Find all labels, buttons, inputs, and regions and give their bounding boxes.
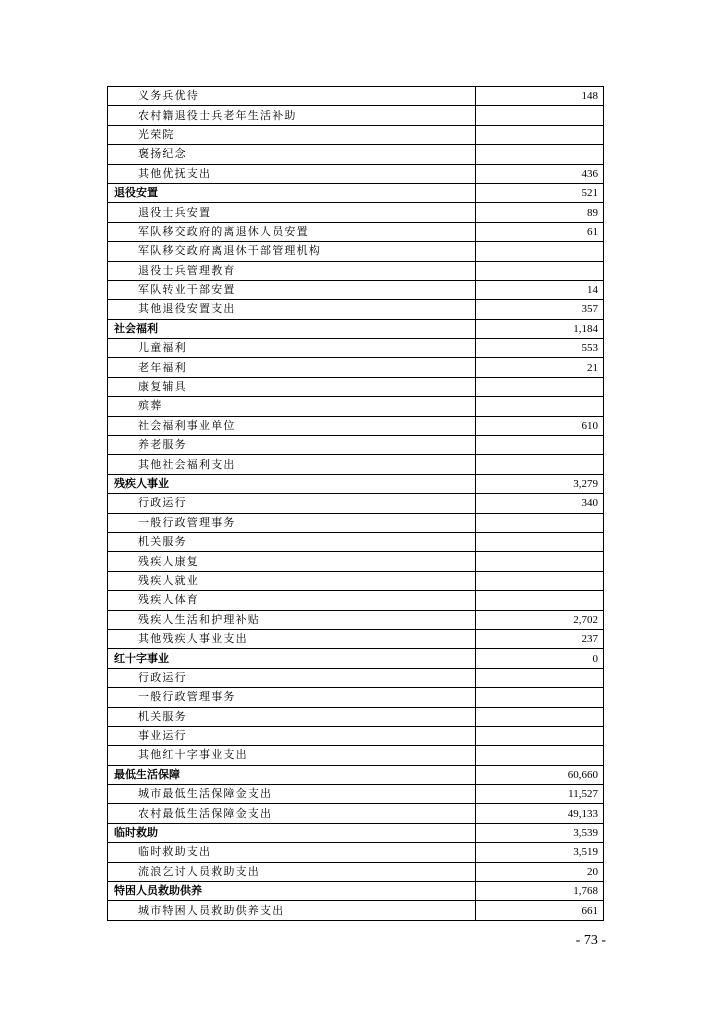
table-row bbox=[108, 668, 604, 687]
item-name-cell: 残疾人就业 bbox=[108, 571, 476, 590]
category-row bbox=[108, 474, 604, 493]
item-name-cell: 其他红十字事业支出 bbox=[108, 746, 476, 765]
budget-table bbox=[107, 86, 604, 921]
table-row bbox=[108, 339, 604, 358]
table-row bbox=[108, 145, 604, 164]
category-row bbox=[108, 319, 604, 338]
item-name-cell: 残疾人生活和护理补贴 bbox=[108, 610, 476, 629]
item-name-cell: 老年福利 bbox=[108, 358, 476, 377]
item-value-cell bbox=[476, 106, 604, 125]
table-row bbox=[108, 804, 604, 823]
item-name-cell: 军队移交政府离退休干部管理机构 bbox=[108, 242, 476, 261]
item-value-cell bbox=[476, 552, 604, 571]
item-value-cell bbox=[476, 397, 604, 416]
item-name-cell: 流浪乞讨人员救助支出 bbox=[108, 862, 476, 881]
item-value-cell bbox=[476, 746, 604, 765]
item-name-cell: 行政运行 bbox=[108, 494, 476, 513]
table-row bbox=[108, 87, 604, 106]
table-row bbox=[108, 280, 604, 299]
item-value-cell: 21 bbox=[476, 358, 604, 377]
item-name-cell: 光荣院 bbox=[108, 125, 476, 144]
item-value-cell: 0 bbox=[476, 649, 604, 668]
item-value-cell: 610 bbox=[476, 416, 604, 435]
item-value-cell: 14 bbox=[476, 280, 604, 299]
table-row bbox=[108, 164, 604, 183]
table-row bbox=[108, 610, 604, 629]
item-name-cell: 其他优抚支出 bbox=[108, 164, 476, 183]
item-name-cell: 农村籍退役士兵老年生活补助 bbox=[108, 106, 476, 125]
item-name-cell: 残疾人事业 bbox=[108, 474, 476, 493]
item-value-cell: 20 bbox=[476, 862, 604, 881]
item-name-cell: 机关服务 bbox=[108, 532, 476, 551]
table-row bbox=[108, 106, 604, 125]
category-row bbox=[108, 882, 604, 901]
item-name-cell: 义务兵优待 bbox=[108, 87, 476, 106]
table-row bbox=[108, 494, 604, 513]
item-name-cell: 最低生活保障 bbox=[108, 765, 476, 784]
item-value-cell bbox=[476, 513, 604, 532]
item-value-cell bbox=[476, 688, 604, 707]
table-row bbox=[108, 688, 604, 707]
item-value-cell bbox=[476, 377, 604, 396]
category-row bbox=[108, 649, 604, 668]
item-value-cell: 3,279 bbox=[476, 474, 604, 493]
item-name-cell: 军队移交政府的离退休人员安置 bbox=[108, 222, 476, 241]
item-value-cell bbox=[476, 261, 604, 280]
table-row bbox=[108, 261, 604, 280]
item-name-cell: 残疾人体育 bbox=[108, 591, 476, 610]
item-value-cell: 661 bbox=[476, 901, 604, 920]
item-value-cell: 340 bbox=[476, 494, 604, 513]
table-row bbox=[108, 571, 604, 590]
item-value-cell bbox=[476, 125, 604, 144]
table-row bbox=[108, 785, 604, 804]
item-name-cell: 机关服务 bbox=[108, 707, 476, 726]
item-name-cell: 临时救助支出 bbox=[108, 843, 476, 862]
category-row bbox=[108, 765, 604, 784]
table-row bbox=[108, 125, 604, 144]
table-row bbox=[108, 591, 604, 610]
item-name-cell: 其他退役安置支出 bbox=[108, 300, 476, 319]
item-value-cell: 436 bbox=[476, 164, 604, 183]
table-row bbox=[108, 300, 604, 319]
item-value-cell: 237 bbox=[476, 629, 604, 648]
item-name-cell: 其他残疾人事业支出 bbox=[108, 629, 476, 648]
item-value-cell bbox=[476, 455, 604, 474]
item-value-cell: 61 bbox=[476, 222, 604, 241]
item-name-cell: 退役士兵安置 bbox=[108, 203, 476, 222]
table-row bbox=[108, 416, 604, 435]
table-row bbox=[108, 377, 604, 396]
item-value-cell: 2,702 bbox=[476, 610, 604, 629]
table-row bbox=[108, 746, 604, 765]
item-value-cell: 521 bbox=[476, 183, 604, 202]
item-name-cell: 殡葬 bbox=[108, 397, 476, 416]
table-row bbox=[108, 397, 604, 416]
table-row bbox=[108, 532, 604, 551]
item-value-cell: 49,133 bbox=[476, 804, 604, 823]
table-row bbox=[108, 843, 604, 862]
item-name-cell: 退役士兵管理教育 bbox=[108, 261, 476, 280]
item-value-cell bbox=[476, 242, 604, 261]
page-number: - 73 - bbox=[575, 933, 606, 948]
item-value-cell: 148 bbox=[476, 87, 604, 106]
item-name-cell: 红十字事业 bbox=[108, 649, 476, 668]
item-value-cell: 89 bbox=[476, 203, 604, 222]
item-name-cell: 一般行政管理事务 bbox=[108, 513, 476, 532]
item-name-cell: 褒扬纪念 bbox=[108, 145, 476, 164]
item-value-cell bbox=[476, 707, 604, 726]
item-name-cell: 特困人员救助供养 bbox=[108, 882, 476, 901]
table-body bbox=[108, 87, 604, 921]
table-row bbox=[108, 436, 604, 455]
item-name-cell: 城市特困人员救助供养支出 bbox=[108, 901, 476, 920]
item-name-cell: 城市最低生活保障金支出 bbox=[108, 785, 476, 804]
table-row bbox=[108, 726, 604, 745]
item-value-cell bbox=[476, 532, 604, 551]
item-value-cell bbox=[476, 591, 604, 610]
table-row bbox=[108, 358, 604, 377]
item-name-cell: 康复辅具 bbox=[108, 377, 476, 396]
category-row bbox=[108, 183, 604, 202]
item-name-cell: 残疾人康复 bbox=[108, 552, 476, 571]
item-value-cell: 60,660 bbox=[476, 765, 604, 784]
item-name-cell: 农村最低生活保障金支出 bbox=[108, 804, 476, 823]
item-name-cell: 社会福利事业单位 bbox=[108, 416, 476, 435]
item-value-cell: 1,184 bbox=[476, 319, 604, 338]
table-row bbox=[108, 552, 604, 571]
item-name-cell: 事业运行 bbox=[108, 726, 476, 745]
item-value-cell bbox=[476, 726, 604, 745]
item-name-cell: 其他社会福利支出 bbox=[108, 455, 476, 474]
item-name-cell: 养老服务 bbox=[108, 436, 476, 455]
item-name-cell: 行政运行 bbox=[108, 668, 476, 687]
item-value-cell: 553 bbox=[476, 339, 604, 358]
table-row bbox=[108, 901, 604, 920]
item-value-cell bbox=[476, 571, 604, 590]
table-row bbox=[108, 222, 604, 241]
table-row bbox=[108, 862, 604, 881]
item-name-cell: 一般行政管理事务 bbox=[108, 688, 476, 707]
table-row bbox=[108, 203, 604, 222]
item-name-cell: 军队转业干部安置 bbox=[108, 280, 476, 299]
item-value-cell bbox=[476, 436, 604, 455]
item-value-cell: 1,768 bbox=[476, 882, 604, 901]
item-value-cell bbox=[476, 668, 604, 687]
item-name-cell: 儿童福利 bbox=[108, 339, 476, 358]
item-value-cell: 3,519 bbox=[476, 843, 604, 862]
item-value-cell: 3,539 bbox=[476, 823, 604, 842]
item-name-cell: 社会福利 bbox=[108, 319, 476, 338]
table-row bbox=[108, 455, 604, 474]
table-row bbox=[108, 242, 604, 261]
table-row bbox=[108, 707, 604, 726]
item-name-cell: 临时救助 bbox=[108, 823, 476, 842]
item-value-cell: 11,527 bbox=[476, 785, 604, 804]
item-value-cell: 357 bbox=[476, 300, 604, 319]
category-row bbox=[108, 823, 604, 842]
table-row bbox=[108, 629, 604, 648]
item-name-cell: 退役安置 bbox=[108, 183, 476, 202]
table-row bbox=[108, 513, 604, 532]
item-value-cell bbox=[476, 145, 604, 164]
